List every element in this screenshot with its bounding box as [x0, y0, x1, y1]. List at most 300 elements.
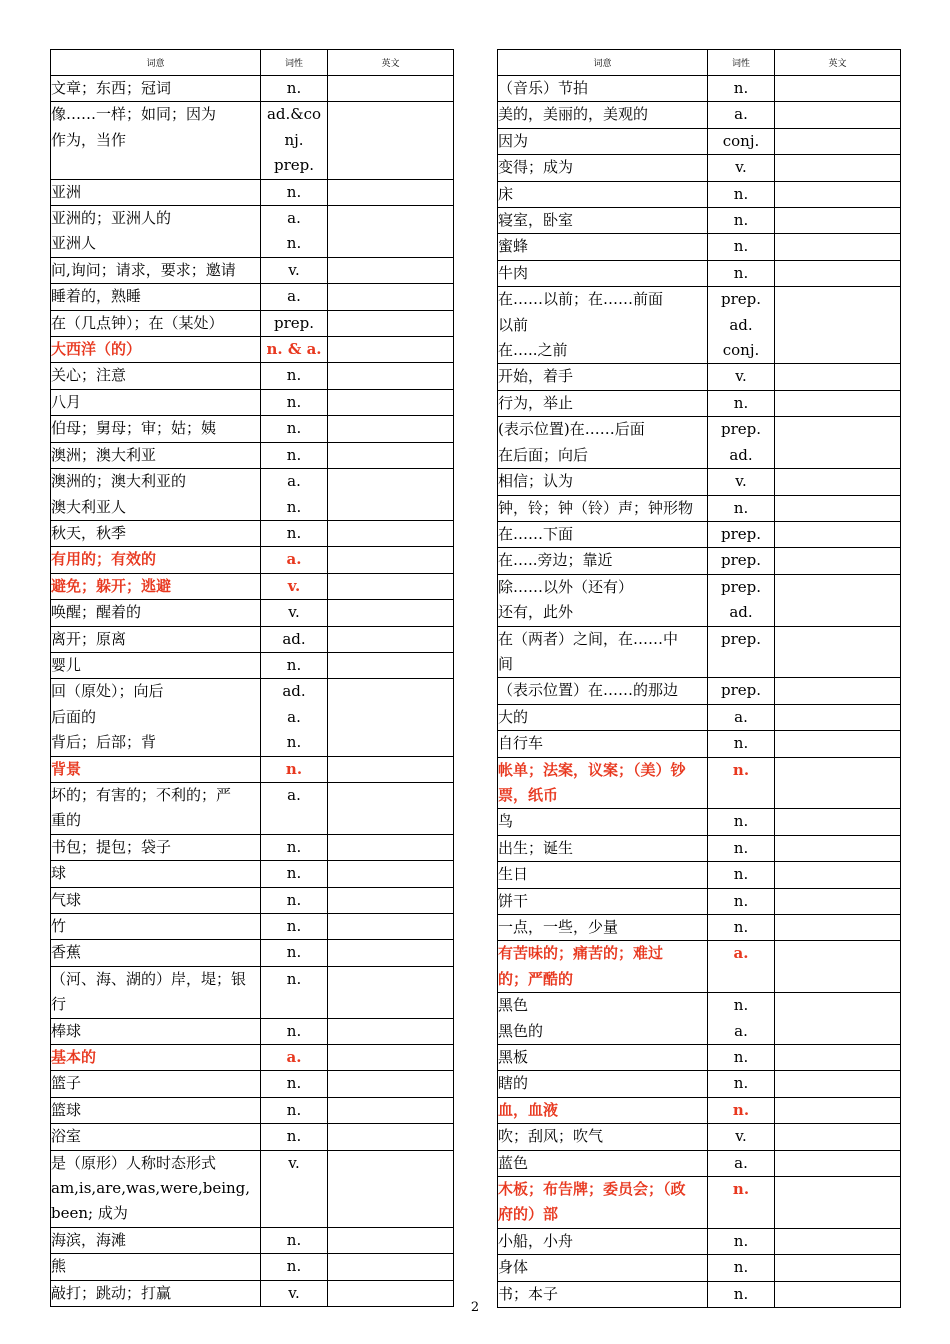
- pos-cell: [708, 469, 775, 495]
- english-cell: [328, 389, 454, 415]
- meaning-line: 帐单；法案，议案；（美）钞: [498, 760, 686, 779]
- pos-line: prep.: [273, 313, 315, 332]
- pos-cell: [708, 495, 775, 521]
- pos-line: v.: [735, 158, 747, 177]
- pos-line: n.: [733, 1231, 749, 1250]
- pos-cell: [261, 1097, 328, 1123]
- table-row: [51, 389, 454, 415]
- meaning-cell: [498, 1045, 708, 1071]
- meaning-line: 在……以前；在……前面: [498, 290, 664, 309]
- meaning-line: 自行车: [498, 734, 544, 753]
- meaning-line: 在…..旁边；靠近: [498, 551, 613, 570]
- meaning-line: 亚洲的；亚洲人的: [51, 209, 172, 228]
- pos-line: n.: [285, 759, 303, 778]
- pos-cell: [708, 1150, 775, 1176]
- header-pos: 词性: [261, 50, 328, 76]
- meaning-cell: [51, 1097, 261, 1123]
- table-row: [51, 1097, 454, 1123]
- meaning-cell: [498, 155, 708, 181]
- meaning-line: 生日: [498, 865, 529, 884]
- meaning-line: 亚洲: [51, 182, 82, 201]
- meaning-line: 寝室，卧室: [498, 211, 574, 230]
- english-cell: [775, 155, 901, 181]
- meaning-cell: [51, 626, 261, 652]
- table-row: [51, 520, 454, 546]
- meaning-line: 府的）部: [498, 1205, 559, 1224]
- pos-line: n.: [286, 890, 302, 909]
- table-row: [498, 102, 901, 128]
- meaning-line: 蜜蜂: [498, 237, 529, 256]
- english-cell: [775, 208, 901, 234]
- meaning-line: 坏的；有害的；不利的；严: [51, 785, 232, 804]
- english-cell: [775, 417, 901, 469]
- table-row: [498, 234, 901, 260]
- meaning-line: 因为: [498, 131, 529, 150]
- pos-cell: [708, 128, 775, 154]
- meaning-line: 伯母；舅母；审；姑；姨: [51, 419, 217, 438]
- english-cell: [328, 966, 454, 1018]
- meaning-line: 是（原形）人称时态形式: [51, 1153, 217, 1172]
- meaning-line: 球: [51, 864, 67, 883]
- table-row: [51, 966, 454, 1018]
- meaning-cell: [51, 284, 261, 310]
- english-cell: [775, 626, 901, 678]
- pos-cell: [261, 416, 328, 442]
- pos-line: n.: [286, 733, 302, 752]
- english-cell: [328, 782, 454, 834]
- pos-line: ad.: [282, 682, 306, 701]
- meaning-line: 像……一样；如同；因为: [51, 105, 217, 124]
- meaning-cell: [498, 888, 708, 914]
- english-cell: [775, 390, 901, 416]
- pos-cell: [261, 914, 328, 940]
- table-row: [498, 287, 901, 364]
- pos-line: n.: [733, 184, 749, 203]
- english-cell: [328, 206, 454, 258]
- meaning-line: 问,询问；请求，要求；邀请: [51, 260, 236, 279]
- meaning-line: 小船，小舟: [498, 1231, 574, 1250]
- pos-cell: [708, 1228, 775, 1254]
- english-cell: [775, 574, 901, 626]
- pos-line: n.: [286, 419, 302, 438]
- meaning-line: 在后面；向后: [498, 445, 589, 464]
- pos-line: a.: [286, 1048, 302, 1067]
- table-row: [51, 257, 454, 283]
- table-header-row: [498, 50, 901, 76]
- meaning-cell: [498, 915, 708, 941]
- header-meaning: 词意: [498, 50, 708, 76]
- english-cell: [328, 1150, 454, 1227]
- meaning-line: 书包；提包；袋子: [51, 837, 172, 856]
- pos-cell: [261, 1045, 328, 1071]
- header-english: 英文: [328, 50, 454, 76]
- meaning-cell: [498, 548, 708, 574]
- meaning-line: 瞎的: [498, 1074, 529, 1093]
- meaning-line: 黑板: [498, 1048, 529, 1067]
- pos-line: n.: [733, 734, 749, 753]
- table-row: [498, 1177, 901, 1229]
- pos-line: conj.: [722, 131, 760, 150]
- english-cell: [775, 1097, 901, 1123]
- english-cell: [328, 679, 454, 756]
- english-cell: [775, 548, 901, 574]
- pos-line: n.: [286, 969, 302, 988]
- english-cell: [328, 469, 454, 521]
- meaning-cell: [51, 1045, 261, 1071]
- pos-line: prep.: [720, 290, 762, 309]
- table-row: [498, 862, 901, 888]
- pos-cell: [708, 234, 775, 260]
- english-cell: [775, 941, 901, 993]
- meaning-line: 在……下面: [498, 524, 574, 543]
- meaning-cell: [498, 521, 708, 547]
- meaning-cell: [51, 363, 261, 389]
- pos-line: n.: [286, 1257, 302, 1276]
- pos-cell: [261, 520, 328, 546]
- english-cell: [775, 76, 901, 102]
- meaning-line: 八月: [51, 392, 82, 411]
- table-row: [498, 1255, 901, 1281]
- meaning-line: 文章；东西；冠词: [51, 79, 172, 97]
- header-english: 英文: [775, 50, 901, 76]
- table-row: [498, 574, 901, 626]
- pos-cell: [708, 181, 775, 207]
- meaning-cell: [498, 678, 708, 704]
- meaning-cell: [51, 547, 261, 573]
- meaning-line: 棒球: [51, 1021, 82, 1040]
- meaning-line: 有用的；有效的: [51, 550, 157, 569]
- pos-line: ad.: [729, 315, 753, 334]
- pos-line: prep.: [720, 524, 762, 543]
- english-cell: [775, 521, 901, 547]
- meaning-line: 美的，美丽的，美观的: [498, 105, 649, 124]
- table-row: [51, 652, 454, 678]
- pos-line: n.: [732, 1100, 750, 1119]
- pos-cell: [261, 1150, 328, 1227]
- pos-line: n.: [286, 1230, 302, 1249]
- pos-cell: [261, 337, 328, 363]
- meaning-cell: [51, 442, 261, 468]
- meaning-line: 重的: [51, 811, 82, 830]
- table-header-row: [51, 50, 454, 76]
- pos-cell: [708, 862, 775, 888]
- meaning-cell: [498, 287, 708, 364]
- meaning-cell: [51, 179, 261, 205]
- meaning-cell: [498, 809, 708, 835]
- table-row: [498, 417, 901, 469]
- pos-cell: [708, 390, 775, 416]
- table-row: [498, 809, 901, 835]
- pos-line: n.: [286, 837, 302, 856]
- meaning-cell: [51, 469, 261, 521]
- pos-line: n.: [733, 1074, 749, 1093]
- pos-line: n.: [733, 263, 749, 282]
- pos-cell: [708, 1045, 775, 1071]
- english-cell: [328, 940, 454, 966]
- meaning-line: 以前: [498, 315, 529, 334]
- meaning-cell: [498, 757, 708, 809]
- pos-line: n.: [286, 234, 302, 253]
- pos-line: a.: [287, 785, 301, 804]
- pos-line: n.: [286, 864, 302, 883]
- pos-line: n.: [286, 523, 302, 542]
- meaning-line: 在…..之前: [498, 341, 568, 360]
- table-row: [51, 940, 454, 966]
- meaning-cell: [51, 1018, 261, 1044]
- english-cell: [328, 179, 454, 205]
- pos-cell: [708, 208, 775, 234]
- meaning-cell: [51, 416, 261, 442]
- table-row: [51, 1071, 454, 1097]
- english-cell: [775, 128, 901, 154]
- pos-cell: [708, 1124, 775, 1150]
- table-row: [51, 442, 454, 468]
- pos-cell: [261, 257, 328, 283]
- meaning-line: 唤醒；醒着的: [51, 603, 142, 622]
- table-row: [498, 888, 901, 914]
- pos-cell: [261, 1227, 328, 1253]
- english-cell: [775, 1150, 901, 1176]
- meaning-line: 变得；成为: [498, 158, 574, 177]
- meaning-line: 票，纸币: [498, 785, 559, 804]
- table-row: [498, 731, 901, 757]
- english-cell: [775, 234, 901, 260]
- pos-cell: [708, 678, 775, 704]
- meaning-cell: [498, 1097, 708, 1123]
- table-row: [498, 1228, 901, 1254]
- pos-cell: [708, 993, 775, 1045]
- meaning-line: （表示位置）在……的那边: [498, 681, 679, 700]
- pos-cell: [708, 1177, 775, 1229]
- english-cell: [328, 1045, 454, 1071]
- meaning-cell: [498, 626, 708, 678]
- table-row: [498, 495, 901, 521]
- english-cell: [328, 76, 454, 102]
- pos-cell: [261, 102, 328, 179]
- meaning-line: 熊: [51, 1257, 67, 1276]
- english-cell: [775, 915, 901, 941]
- english-cell: [775, 1124, 901, 1150]
- meaning-cell: [51, 1254, 261, 1280]
- pos-cell: [708, 1071, 775, 1097]
- english-cell: [328, 861, 454, 887]
- table-row: [498, 993, 901, 1045]
- meaning-cell: [498, 364, 708, 390]
- pos-cell: [261, 389, 328, 415]
- table-row: [51, 206, 454, 258]
- pos-cell: [261, 1124, 328, 1150]
- pos-line: ad.: [729, 445, 753, 464]
- table-row: [498, 390, 901, 416]
- table-row: [498, 704, 901, 730]
- meaning-cell: [498, 495, 708, 521]
- pos-cell: [708, 155, 775, 181]
- pos-line: nj.: [284, 130, 304, 149]
- table-row: [498, 208, 901, 234]
- meaning-line: 除……以外（还有）: [498, 577, 634, 596]
- meaning-cell: [498, 704, 708, 730]
- english-cell: [328, 1097, 454, 1123]
- table-row: [51, 914, 454, 940]
- table-row: [498, 181, 901, 207]
- meaning-cell: [498, 208, 708, 234]
- meaning-cell: [51, 206, 261, 258]
- table-row: [51, 179, 454, 205]
- table-row: [51, 284, 454, 310]
- meaning-line: 篮球: [51, 1100, 82, 1119]
- meaning-cell: [498, 941, 708, 993]
- meaning-line: 相信；认为: [498, 472, 574, 491]
- header-pos: 词性: [708, 50, 775, 76]
- pos-line: v.: [287, 576, 301, 595]
- header-meaning: 词意: [51, 50, 261, 76]
- meaning-line: 香蕉: [51, 943, 82, 962]
- english-cell: [328, 442, 454, 468]
- english-cell: [328, 600, 454, 626]
- meaning-cell: [51, 914, 261, 940]
- english-cell: [328, 1227, 454, 1253]
- english-cell: [328, 547, 454, 573]
- pos-cell: [708, 102, 775, 128]
- english-cell: [775, 835, 901, 861]
- pos-cell: [708, 835, 775, 861]
- meaning-cell: [51, 756, 261, 782]
- meaning-cell: [51, 679, 261, 756]
- pos-cell: [708, 287, 775, 364]
- table-row: [51, 547, 454, 573]
- pos-cell: [708, 731, 775, 757]
- table-row: [498, 626, 901, 678]
- vocab-table-right: [497, 49, 901, 1308]
- pos-cell: [261, 679, 328, 756]
- meaning-line: 大的: [498, 707, 529, 726]
- english-cell: [775, 102, 901, 128]
- pos-line: n.: [732, 1180, 750, 1199]
- table-row: [51, 102, 454, 179]
- pos-cell: [708, 888, 775, 914]
- meaning-line: 篮子: [51, 1074, 82, 1093]
- table-row: [498, 915, 901, 941]
- meaning-line: 婴儿: [51, 655, 82, 674]
- meaning-line: 作为，当作: [51, 130, 127, 149]
- pos-line: prep.: [720, 551, 762, 570]
- table-row: [51, 1150, 454, 1227]
- meaning-cell: [51, 1150, 261, 1227]
- pos-cell: [261, 547, 328, 573]
- meaning-line: 蓝色: [498, 1153, 529, 1172]
- table-row: [51, 1018, 454, 1044]
- meaning-cell: [51, 389, 261, 415]
- meaning-cell: [498, 390, 708, 416]
- pos-line: ad.&co: [266, 105, 322, 124]
- table-row: [498, 260, 901, 286]
- pos-line: n.: [733, 211, 749, 230]
- english-cell: [328, 1071, 454, 1097]
- meaning-cell: [498, 862, 708, 888]
- meaning-line: 秋天，秋季: [51, 523, 127, 542]
- pos-cell: [261, 573, 328, 599]
- pos-cell: [708, 364, 775, 390]
- table-row: [51, 600, 454, 626]
- pos-cell: [708, 521, 775, 547]
- pos-cell: [261, 284, 328, 310]
- english-cell: [775, 287, 901, 364]
- english-cell: [328, 1254, 454, 1280]
- english-cell: [775, 364, 901, 390]
- meaning-line: 澳洲；澳大利亚: [51, 445, 157, 464]
- pos-cell: [261, 782, 328, 834]
- table-row: [51, 887, 454, 913]
- english-cell: [775, 678, 901, 704]
- pos-line: prep.: [720, 420, 762, 439]
- table-row: [51, 1254, 454, 1280]
- english-cell: [775, 704, 901, 730]
- pos-line: n.: [286, 182, 302, 201]
- pos-cell: [261, 363, 328, 389]
- pos-line: v.: [735, 472, 747, 491]
- pos-cell: [261, 442, 328, 468]
- meaning-cell: [51, 887, 261, 913]
- table-row: [498, 521, 901, 547]
- pos-line: n. & a.: [266, 340, 322, 359]
- table-row: [498, 469, 901, 495]
- pos-line: n.: [286, 1100, 302, 1119]
- meaning-cell: [498, 1177, 708, 1229]
- pos-line: v.: [288, 1153, 300, 1172]
- meaning-cell: [51, 600, 261, 626]
- meaning-cell: [498, 1150, 708, 1176]
- pos-line: n.: [286, 445, 302, 464]
- meaning-cell: [498, 102, 708, 128]
- pos-line: ad.: [729, 603, 753, 622]
- meaning-cell: [498, 1124, 708, 1150]
- meaning-line: 床: [498, 184, 514, 203]
- meaning-line: 基本的: [51, 1048, 97, 1067]
- pos-line: prep.: [720, 577, 762, 596]
- pos-line: n.: [286, 1127, 302, 1146]
- meaning-cell: [498, 181, 708, 207]
- english-cell: [775, 260, 901, 286]
- meaning-cell: [51, 652, 261, 678]
- pos-line: n.: [733, 1048, 749, 1067]
- meaning-cell: [498, 76, 708, 102]
- meaning-line: 书；本子: [498, 1284, 559, 1303]
- english-cell: [328, 756, 454, 782]
- pos-line: n.: [733, 891, 749, 910]
- vocab-table-left: [50, 49, 454, 1307]
- table-row: [51, 469, 454, 521]
- meaning-cell: [498, 993, 708, 1045]
- pos-cell: [261, 310, 328, 336]
- english-cell: [775, 993, 901, 1045]
- english-cell: [775, 1228, 901, 1254]
- pos-line: conj.: [722, 341, 760, 360]
- english-cell: [775, 1177, 901, 1229]
- meaning-cell: [51, 310, 261, 336]
- meaning-cell: [51, 834, 261, 860]
- pos-line: a.: [287, 287, 301, 306]
- table-row: [51, 679, 454, 756]
- page-number: 2: [470, 1300, 480, 1315]
- pos-cell: [708, 757, 775, 809]
- meaning-line: 行为，举止: [498, 393, 574, 412]
- pos-line: n.: [733, 1258, 749, 1277]
- pos-cell: [708, 260, 775, 286]
- table-row: [51, 76, 454, 102]
- meaning-line: 浴室: [51, 1127, 82, 1146]
- meaning-line: 气球: [51, 890, 82, 909]
- pos-cell: [261, 179, 328, 205]
